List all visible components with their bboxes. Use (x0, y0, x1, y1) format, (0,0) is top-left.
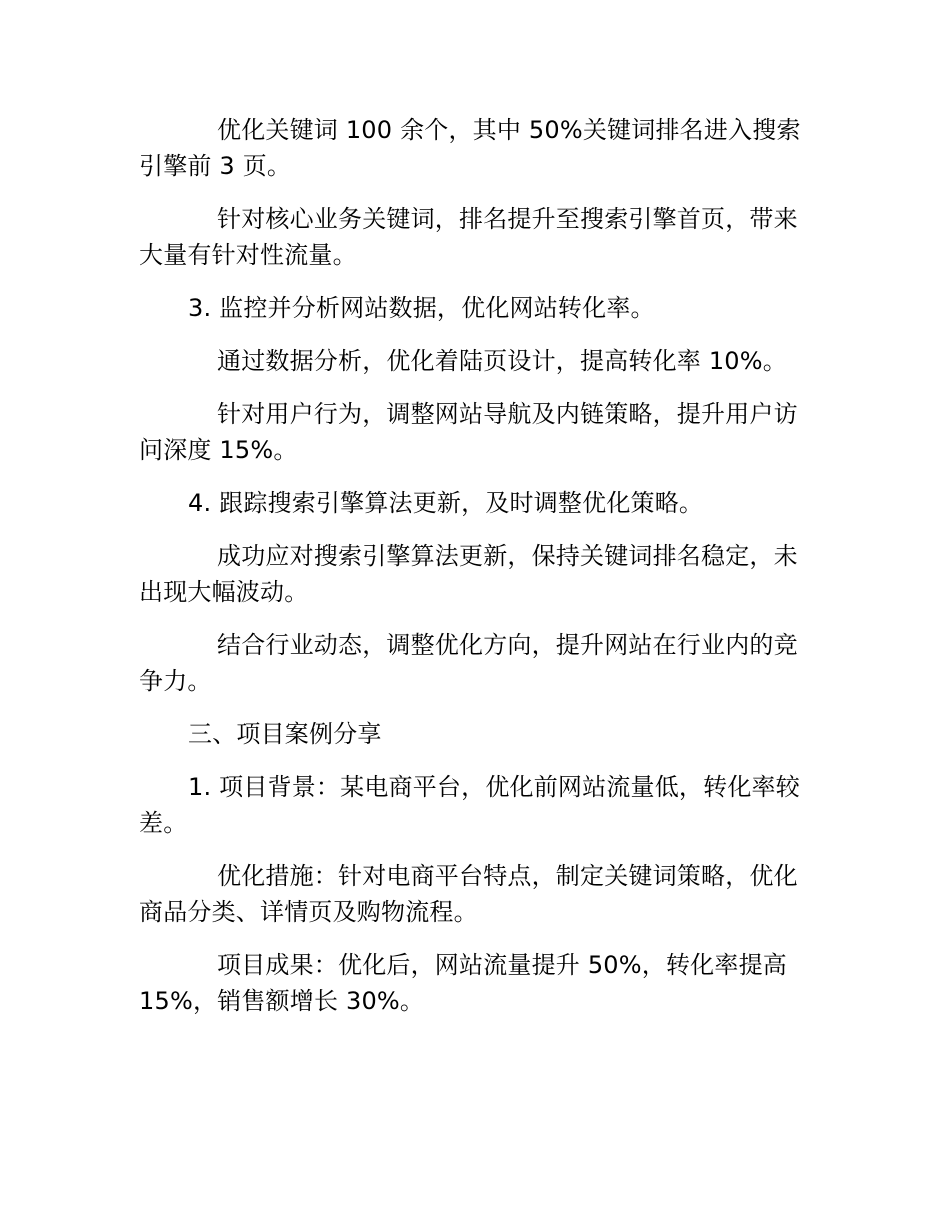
paragraph-industry-dynamics: 结合行业动态，调整优化方向，提升网站在行业内的竞争力。 (139, 631, 798, 695)
paragraph-user-behavior: 针对用户行为，调整网站导航及内链策略，提升用户访问深度 15%。 (139, 400, 798, 464)
paragraph-algorithm-updates: 成功应对搜索引擎算法更新，保持关键词排名稳定，未出现大幅波动。 (139, 542, 798, 606)
document-body (139, 112, 819, 1036)
section-heading-case-study: 三、项目案例分享 (188, 720, 382, 748)
list-item-3-heading: 3. 监控并分析网站数据，优化网站转化率。 (188, 294, 655, 322)
case-study-background: 1. 项目背景：某电商平台，优化前网站流量低，转化率较差。 (139, 773, 800, 837)
paragraph-landing-page: 通过数据分析，优化着陆页设计，提高转化率 10%。 (217, 347, 787, 375)
paragraph-core-keywords: 针对核心业务关键词，排名提升至搜索引擎首页，带来大量有针对性流量。 (139, 205, 798, 269)
list-item-4-heading: 4. 跟踪搜索引擎算法更新，及时调整优化策略。 (188, 489, 704, 517)
paragraph-keyword-optimization: 优化关键词 100 余个，其中 50%关键词排名进入搜索引擎前 3 页。 (139, 116, 801, 180)
case-study-measures: 优化措施：针对电商平台特点，制定关键词策略，优化商品分类、详情页及购物流程。 (139, 862, 798, 926)
case-study-results: 项目成果：优化后，网站流量提升 50%，转化率提高 15%，销售额增长 30%。 (139, 951, 787, 1015)
